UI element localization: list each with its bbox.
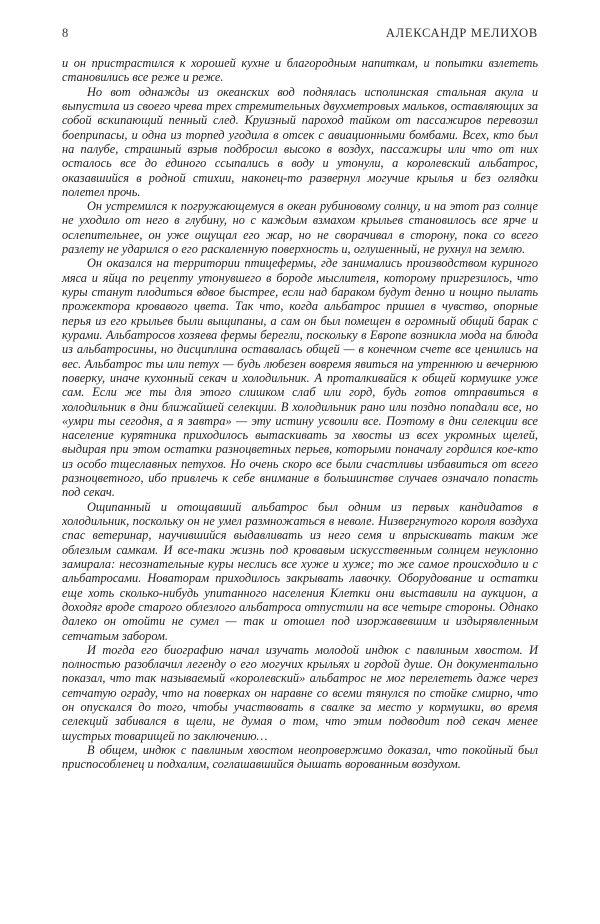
paragraph: И тогда его биографию начал изучать молодой индюк с павлиным хвостом. И полностью разоблачил легенду о его могучих крыльях и гордой душе. Он документально показал, что так называемый «королевский» альбатрос не мог перелететь даже через сетчатую ограду, что на поверках он наравне со всеми тянулся по стойке смирно, что он опускался до того, чтобы участвовать в свалке за место у кормушки, во время селекций забивался в щели, не думая о том, что этим подводит под секач менее шустрых товарищей по заключению…: [62, 642, 538, 743]
running-head-author: АЛЕКСАНДР МЕЛИХОВ: [385, 26, 538, 40]
paragraph: В общем, индюк с павлиным хвостом неопровержимо доказал, что покойный был приспособленец и подхалим, соглашавшийся дышать ворованным воздухом.: [62, 743, 538, 772]
running-head: [62, 26, 538, 44]
paragraph: Но вот однажды из океанских вод поднялась исполинская стальная акула и выпустила из своего чрева трех стремительных двухметровых мальков, оставляющих за собой вскипающий пенный след. Круизный пароход тайком от пассажиров перевозил боеприпасы, и одна из торпед угодила в отсек с авиационными бомбами. Всех, кто был на палубе, страшный взрыв подбросил высоко в воздух, пассажиры или что от них осталось все до единого ссыпались в воду и утонули, а королевский альбатрос, оказавшийся в родной стихии, наконец-то развернул могучие крылья и без оглядки полетел прочь.: [62, 84, 538, 199]
paragraph: и он пристрастился к хорошей кухне и благородным напиткам, и попытки взлететь становились все реже и реже.: [62, 56, 538, 85]
paragraph: Ощипанный и отощавший альбатрос был одним из первых кандидатов в холодильник, поскольку он не умел размножаться в неволе. Низвергнутого короля воздуха спас ветеринар, научившийся выдавливать из него семя и впрыскивать таким же облезлым самкам. И все-таки жизнь под кровавым искусственным солнцем неуклонно замирала: несознательные куры неслись все хуже и хуже; то же самое происходило и с альбатросами. Новаторам приходилось закрывать лавочку. Оборудование и остатки еще хоть сколько-нибудь упитанного населения Клетки они выставили на аукцион, а доходяг вроде старого облезлого альбатроса отпустили на все четыре стороны. Однако далеко он отойти не сумел — так и отошел под изоржавевшим и издырявленным сетчатым забором.: [62, 499, 538, 643]
page-number: 8: [62, 26, 69, 40]
paragraph: Он оказался на территории птицефермы, где занимались производством куриного мяса и яйца по рецепту утонувшего в бороде мыслителя, которому пригрезилось, что куры станут плодиться вдвое быстрее, если над бараком будут денно и нощно пылать прожектора кровавого цвета. Так что, когда альбатрос пришел в чувство, опорные перья из его крыльев были выщипаны, а сам он был помещен в огромный общий барак с курами. Альбатросов хозяева фермы берегли, поскольку в Европе возникла мода на блюда из альбатросины, но дисциплина оставалась общей — в конечном счете все ценились на вес. Альбатрос ты или петух — будь любезен вовремя явиться на утреннюю и вечернюю поверку, иначе кухонный секач и холодильник. А проталкивайся к общей кормушке уже сам. Если же ты для этого слишком слаб или горд, будь готов отправиться в холодильник в дни ближайшей селекции. В холодильник рано или поздно попадали все, но «умри ты сегодня, а я завтра» — эту истину усвоили все. Поэтому в дни селекции все население курятника приходилось вытаскивать за хвосты из всех укромных щелей, выдирая при этом остатки разноцветных перьев, которыми поначалу гордился кое-кто из особо тщеславных петухов. Но очень скоро все были счастливы избавиться от всего разноцветного, ибо привлечь к себе внимание в большинстве случаев означало попасть под секач.: [62, 256, 538, 500]
body-text: [62, 56, 538, 772]
paragraph: Он устремился к погружающемуся в океан рубиновому солнцу, и на этот раз солнце не уходило от него в глубину, но с каждым взмахом крыльев становилось все ярче и ослепительнее, он уже ощущал его жар, но не сворачивал в сторону, пока со всего разлету не ударился о его раскаленную поверхность и, оглушенный, не рухнул на землю.: [62, 199, 538, 257]
